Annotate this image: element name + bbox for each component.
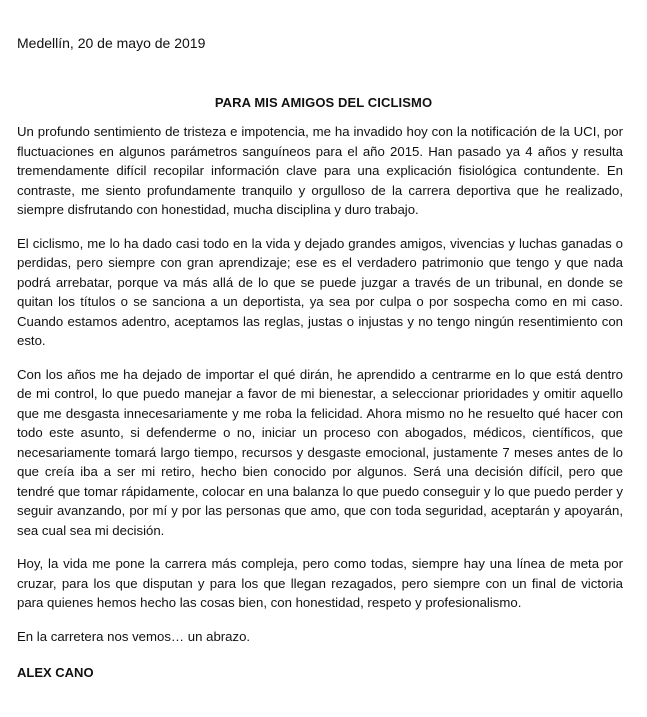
letter-title: PARA MIS AMIGOS DEL CICLISMO (214, 95, 433, 110)
letter-body (17, 122, 623, 660)
letter-dateline: Medellín, 20 de mayo de 2019 (17, 35, 206, 51)
letter-signature: ALEX CANO (17, 665, 94, 680)
letter-paragraph-3: Con los años me ha dejado de importar el qué dirán, he aprendido a centrarme en lo que está dentro de mi control, lo que puedo manejar a favor de mi bienestar, a seleccionar prioridades y omitir aquello que me desgasta innecesariamente y me roba la felicidad. Ahora mismo no he resuelto qué hacer con todo este asunto, si defenderme o no, iniciar un proceso con abogados, médicos, científicos, que necesariamente tomará largo tiempo, recursos y desgaste emocional, justamente 7 meses antes de lo que creía iba a ser mi retiro, hecho bien conocido por algunos. Será una decisión difícil, pero que tendré que tomar rápidamente, colocar en una balanza lo que puedo conseguir y lo que puedo perder y seguir avanzando, por mí y por las personas que amo, que con toda seguridad, aceptarán y apoyarán, sea cual sea mi decisión. (17, 366, 623, 538)
letter-closing: En la carretera nos vemos… un abrazo. (17, 628, 251, 644)
letter-paragraph-4: Hoy, la vida me pone la carrera más compleja, pero como todas, siempre hay una línea de meta por cruzar, para los que disputan y para los que llegan rezagados, pero siempre con un final de victoria para quienes hemos hecho las cosas bien, con honestidad, respeto y profesionalismo. (17, 556, 623, 610)
letter-paragraph-2: El ciclismo, me lo ha dado casi todo en la vida y dejado grandes amigos, vivencias y luchas ganadas o perdidas, pero siempre con gran aprendizaje; ese es el verdadero patrimonio que tengo y que nada podrá arrebatar, porque va más allá de lo que se puede juzgar a través de un tribunal, en donde se quitan los títulos o se sanciona a un deportista, ya sea por culpa o por sospecha como en mi caso. Cuando estamos adentro, aceptamos las reglas, justas o injustas y no tengo ningún resentimiento con esto. (17, 235, 623, 348)
letter-paragraph-1: Un profundo sentimiento de tristeza e impotencia, me ha invadido hoy con la notificación de la UCI, por fluctuaciones en algunos parámetros sanguíneos para el año 2015. Han pasado ya 4 años y resulta tremendamente difícil recopilar información clave para una explicación fisiológica contundente. En contraste, me siento profundamente tranquilo y orgulloso de la carrera deportiva que he realizado, siempre disfrutando con honestidad, mucha disciplina y duro trabajo. (17, 124, 623, 217)
